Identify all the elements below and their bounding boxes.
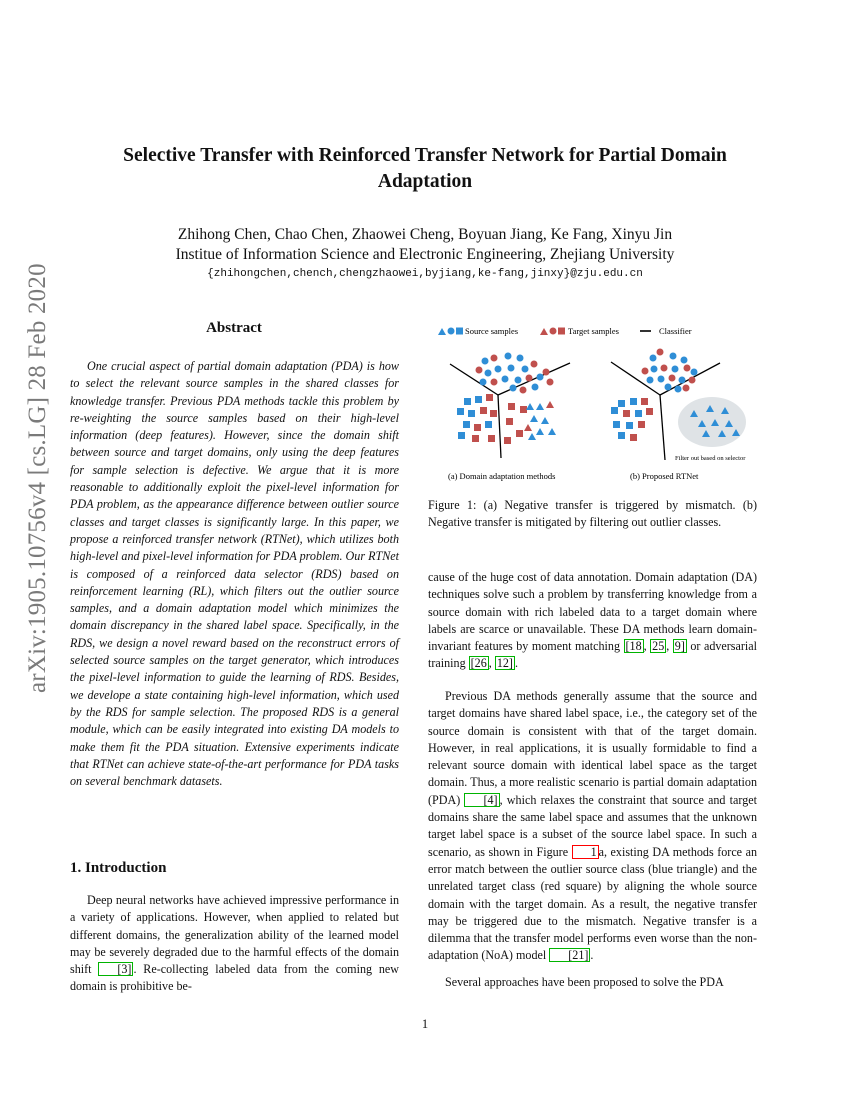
citation-link[interactable]: [18 bbox=[625, 639, 642, 654]
prev-text-c: a, existing DA methods force an error match between the outlier source class (blue triangle) and the unrelated target class (red square) by aligning the whole source domain with the target domain. As a result, the negative transfer may be triggered due to the mismatch. Negative transfer is a dilemma that the transfer model performs even worse than the non-adaptation (NoA) model bbox=[428, 844, 757, 963]
page-number: 1 bbox=[421, 1017, 429, 1031]
prev-text-b: , which relaxes the constraint that source and target domains share the same label space and assumes that the unknown target label space is a subset of the source label space. In such a scenario, as shown in Figure bbox=[428, 792, 757, 859]
panel-b bbox=[611, 349, 746, 463]
subcaption-b: (b) Proposed RTNet bbox=[630, 471, 699, 481]
authors: Zhihong Chen, Chao Chen, Zhaowei Cheng, Boyuan Jiang, Ke Fang, Xinyu Jin bbox=[177, 226, 673, 243]
legend-triangle-red-icon bbox=[540, 328, 548, 335]
legend-classifier-label: Classifier bbox=[659, 326, 692, 336]
arxiv-stamp-text: arXiv:1905.10756v4 [cs.LG] 28 Feb 2020 bbox=[24, 263, 51, 693]
citation-link[interactable]: 12] bbox=[496, 656, 513, 671]
citation-link[interactable]: [21] bbox=[549, 948, 590, 962]
filter-label: Filter out based on selector bbox=[675, 455, 746, 462]
legend-circle-icon bbox=[448, 328, 455, 335]
col2-text-b: or adversarial training bbox=[428, 639, 758, 671]
several-approaches-paragraph: Several approaches have been proposed to solve the PDA bbox=[445, 975, 724, 989]
subcaption-a: (a) Domain adaptation methods bbox=[448, 471, 556, 481]
intro-paragraph bbox=[70, 892, 399, 996]
classifier-line bbox=[660, 395, 665, 460]
intro-text: Deep neural networks have achieved impressive performance in a variety of applications. However, when applied to related but different domains, the generalization ability of the learned model may be severely degraded due to the harmful effects of the domain shift bbox=[70, 893, 399, 977]
arxiv-stamp bbox=[24, 263, 60, 695]
intro-text-tail: . Re-collecting labeled data from the coming new domain is prohibitive be- bbox=[70, 962, 399, 994]
citation-link[interactable]: 25 bbox=[652, 639, 665, 654]
classifier-line bbox=[498, 395, 501, 458]
legend-circle-red-icon bbox=[550, 328, 557, 335]
filtered-region bbox=[678, 397, 746, 447]
abstract-heading: Abstract bbox=[206, 320, 262, 336]
legend-target-label: Target samples bbox=[568, 326, 619, 336]
citation-link[interactable]: [4] bbox=[464, 793, 499, 807]
sample-cluster bbox=[457, 353, 556, 445]
affiliation: Institue of Information Science and Electronic Engineering, Zhejiang University bbox=[175, 246, 675, 263]
citation-link[interactable]: [3] bbox=[98, 962, 133, 976]
citation-link[interactable]: 9] bbox=[674, 639, 685, 654]
title-line-2: Adaptation bbox=[377, 171, 473, 192]
legend-square-icon bbox=[456, 328, 463, 335]
citation-link[interactable]: [26 bbox=[470, 656, 487, 671]
previous-da-paragraph: Previous DA methods generally assume that the source and target domains have shared label space, i.e., the category set of the source domain is consistent with that of the target domain. However, in real applications, it is usually formidable to find a relevant source domain with identical label space as the target domain. Thus, a more realistic scenario is partial domain adaptation (PDA) [4] , which relaxes the constraint that source and target domains share the same label space and assumes that the unknown target label space is a subset of the source label space. In such a scenario, as shown in Figure 1 a, existing DA methods force an error match between the outlier source class (blue triangle) and the unrelated target class (red square) by aligning the whole source domain with the target domain. As a result, the negative transfer may be triggered due to the mismatch. Negative transfer is a dilemma that the transfer model performs even worse than the non-adaptation (NoA) model [21] . bbox=[428, 689, 757, 963]
intro-heading: 1. Introduction bbox=[70, 860, 167, 876]
legend-triangle-icon bbox=[438, 328, 446, 335]
figure-caption: Figure 1: (a) Negative transfer is triggered by mismatch. (b) Negative transfer is mitigated by filtering out outlier classes. bbox=[428, 498, 757, 530]
email: {zhihongchen,chench,chengzhaowei,byjiang,ke-fang,jinxy}@zju.edu.cn bbox=[207, 268, 643, 280]
figure-legend bbox=[438, 326, 692, 336]
legend-square-red-icon bbox=[558, 328, 565, 335]
intro-paragraph-cont: cause of the huge cost of data annotation. Domain adaptation (DA) techniques solve such a problem by transferring knowledge from a source domain with rich labeled data to a target domain where labels are scarce or unavailable. These DA methods learn domain-invariant features by moment matching [18 , 25 , 9] or adversarial training [26 , 12] . bbox=[428, 570, 758, 671]
prev-text-a: Previous DA methods generally assume that the source and target domains have shared label space, i.e., the category set of the source domain is consistent with that of the target domain. However, in real applications, it is usually formidable to find a relevant source domain with identical label space as the target domain. Thus, a more realistic scenario is partial domain adaptation (PDA) bbox=[428, 689, 757, 807]
figure-1 bbox=[428, 318, 760, 488]
title-line-1: Selective Transfer with Reinforced Transfer Network for Partial Domain bbox=[123, 145, 727, 166]
paper-title bbox=[90, 143, 760, 195]
classifier-line bbox=[450, 364, 498, 395]
legend-source-label: Source samples bbox=[465, 326, 519, 336]
panel-a bbox=[450, 353, 570, 459]
figure-ref-link[interactable]: 1 bbox=[572, 845, 599, 859]
col2-text: cause of the huge cost of data annotation. Domain adaptation (DA) techniques solve such a problem by transferring knowledge from a source domain with rich labeled data to a target domain where labels are scarce or unavailable. These DA methods learn domain-invariant features by moment matching bbox=[428, 570, 757, 654]
abstract-text: One crucial aspect of partial domain adaptation (PDA) is how to select the relevant source samples in the shared classes for knowledge transfer. Previous PDA methods tackle this problem by re-weighting the source samples based on their high-level information (deep features). However, since the domain shift between source and target domains, only using the deep features for sample selection is defective. We argue that it is more reasonable to additionally exploit the pixel-level information for PDA problem, as the appearance difference between outlier source classes and target classes is significantly large. In this paper, we propose a reinforced transfer network (RTNet), which utilizes both high-level and pixel-level information for PDA problem. Our RTNet is composed of a reinforced data selector (RDS) based on reinforcement learning (RL), which filters out the outlier source samples, and a domain adaptation model which minimizes the domain discrepancy in the shared label space. Specifically, in the RDS, we design a novel reward based on the reconstruct errors of selected source samples on the target generator, which introduces the pixel-level information to guide the learning of RDS. Besides, we develope a state containing high-level information, which used by the RDS for sample selection. The proposed RDS is a general module, which can be easily integrated into existing DA models to make them fit the PDA situation. Extensive experiments indicate that RTNet can achieve state-of-the-art performance for PDA tasks on several benchmark datasets. bbox=[70, 359, 399, 789]
